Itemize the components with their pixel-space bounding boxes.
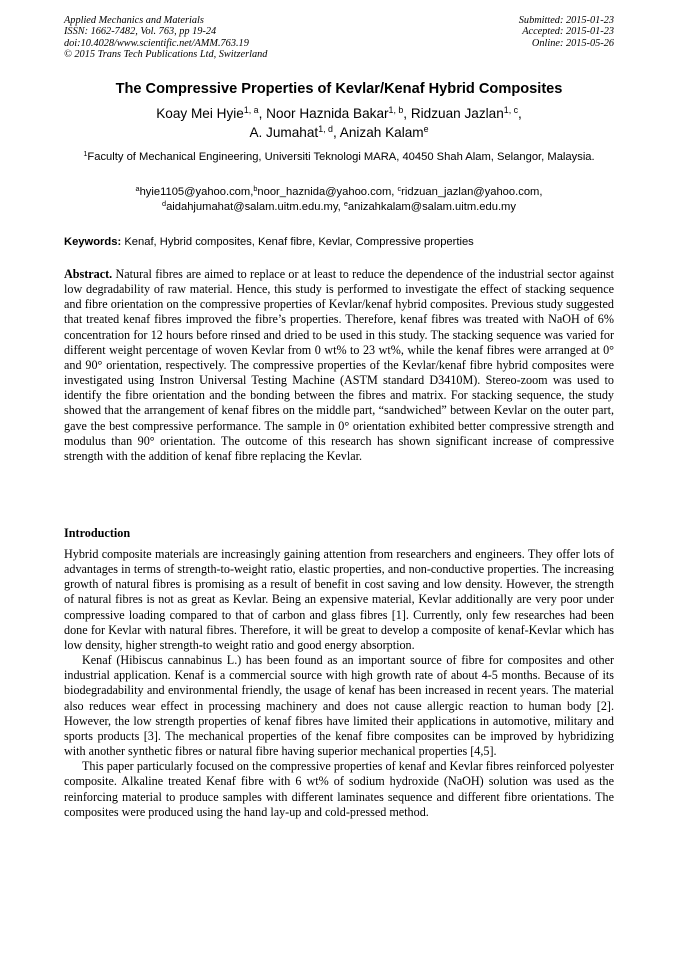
author-affil-mark: 1, b — [388, 105, 404, 116]
paper-title: The Compressive Properties of Kevlar/Kenaf Hybrid Composites — [115, 81, 563, 97]
email-mark: c — [397, 184, 402, 193]
affiliation-text: Faculty of Mechanical Engineering, Universiti Teknologi MARA, 40450 Shah Alam, Selangor, Malaysia. — [87, 151, 595, 163]
email-mark: a — [135, 184, 140, 193]
journal-copyright: © 2015 Trans Tech Publications Ltd, Switzerland — [64, 49, 268, 61]
author-name: Ridzuan Jazlan — [410, 106, 504, 121]
keywords-text: Kenaf, Hybrid composites, Kenaf fibre, Kevlar, Compressive properties — [124, 236, 474, 248]
email-address: anizahkalam@salam.uitm.edu.my — [347, 200, 516, 213]
keywords-line — [64, 235, 624, 249]
email-mark: e — [343, 198, 348, 208]
affiliation-mark: 1 — [83, 149, 88, 158]
affiliation — [60, 150, 618, 165]
journal-header — [64, 15, 267, 61]
email-address: aidahjumahat@salam.uitm.edu.my — [166, 200, 338, 213]
journal-name: Applied Mechanics and Materials — [64, 15, 204, 26]
submission-dates — [519, 15, 614, 49]
introduction-body — [64, 547, 614, 820]
journal-issn: ISSN: 1662-7482, Vol. 763, pp 19-24 — [64, 26, 217, 38]
email-mark: d — [162, 198, 167, 208]
author-affil-mark: e — [423, 124, 429, 135]
author-affil-mark: 1, a — [243, 105, 259, 116]
email-mark: b — [253, 184, 258, 193]
submitted-date: Submitted: 2015-01-23 — [518, 15, 614, 26]
author-name: Anizah Kalam — [339, 125, 424, 140]
journal-doi: doi:10.4028/www.scientific.net/AMM.763.19 — [64, 37, 249, 49]
author-list: Koay Mei Hyie$^{1, a}$, Noor Haznida Bakar$^{1, b}$, Ridzuan Jazlan$^{1, c}$, A. Jumahat$^{1, d}$, Anizah Kalam$^e$ — [156, 105, 522, 140]
online-date: Online: 2015-05-26 — [531, 37, 614, 49]
author-name: Noor Haznida Bakar — [266, 106, 389, 121]
author-name: Koay Mei Hyie — [156, 106, 244, 121]
abstract — [64, 267, 614, 464]
abstract-label: Abstract. — [64, 267, 113, 281]
abstract-text: Natural fibres are aimed to replace or at least to reduce the dependence of the industrial sector against low degradability of raw material. Hence, this study is performed to investigate the effect of stacking sequence and fibre orientation on the compressive properties of Kevlar/kenaf hybrid composites. Previous study suggested that treated kenaf fibres improved the fibre’s properties. Therefore, kenaf fibres was treated with NaOH of 6% concentration for 12 hours before rinsed and dried to be used in this study. The stacking sequence was varied for different weight percentage of woven Kevlar from 0 wt% to 23 wt%, while the kenaf fibres were arranged at 0° and 90° orientation, respectively. The compressive properties of the Kevlar/kenaf fibre hybrid composites were investigated using Instron Universal Testing Machine (ASTM standard D3410M). Stereo-zoom was used to identify the fibre orientation and the bonding between the fibres and matrix. For stacking sequence, the study showed that the arrangement of kenaf fibres on the middle part, “sandwiched” between Kevlar on the outer part, gave the best compressive performance. The sample in 0° orientation exhibited better compressive strength and modulus than 90° orientation. The outcome of this research has shown significant increase of compressive strength with the addition of kenaf fibre replacing the Kevlar. — [64, 267, 614, 463]
author-name: A. Jumahat — [249, 125, 319, 140]
author-emails: $^a$hyie1105@yahoo.com,$^b$noor_haznida@yahoo.com, $^c$ridzuan_jazlan@yahoo.com, $^d$aidahjumahat@salam.uitm.edu.my, $^e$anizahkalam@salam.uitm.edu.my — [135, 184, 543, 213]
email-address: noor_haznida@yahoo.com — [257, 186, 392, 198]
section-heading-introduction: Introduction — [64, 526, 131, 540]
email-address: ridzuan_jazlan@yahoo.com — [401, 186, 540, 198]
intro-paragraph-2: Kenaf (Hibiscus cannabinus L.) has been found as an important source of fibre for composites and other industrial application. Kenaf is a commercial source with high growth rate of about 4-5 months. Because of its biodegradability and environmental friendly, the usage of kenaf has been increased in recent years. The material also reduces wear effect in processing machinery and does not cause allergic reaction to human body [2]. However, the low strength properties of kenaf fibres have limited their applications in automotive, military and sports products [3]. The mechanical properties of the kenaf fibre composites can be improved by hybridizing with another synthetic fibres or natural fibre having superior mechanical properties [4,5]. — [64, 653, 614, 759]
intro-paragraph-1: Hybrid composite materials are increasingly gaining attention from researchers and engineers. They offer lots of advantages in terms of strength-to-weight ratio, elastic properties, and non-conductive properties. The increasing growth of natural fibres is promising as a result of benefit in cost saving and low density. However, the strength of natural fibres is not as great as Kevlar. Being an expensive material, Kevlar additionally are very poor under compressive loading compared to that of carbon and glass fibres [1]. Currently, only few researches had been done for Kevlar with natural fibres. Therefore, it will be great to develop a composite of kenaf-Kevlar which has low density, higher strength-to weight ratio and good energy absorption. — [64, 547, 614, 652]
author-affil-mark: 1, c — [503, 105, 519, 116]
keywords-label: Keywords: — [64, 236, 122, 248]
intro-paragraph-3: This paper particularly focused on the compressive properties of kenaf and Kevlar fibres reinforced polyester composite. Alkaline treated Kenaf fibre with 6 wt% of sodium hydroxide (NaOH) solution was used as the reinforcing material to produce samples with different laminates sequence and different fibre orientations. The composites were produced using the hand lay-up and cold-pressed method. — [64, 759, 614, 819]
email-address: hyie1105@yahoo.com — [139, 186, 251, 198]
author-affil-mark: 1, d — [318, 124, 333, 135]
accepted-date: Accepted: 2015-01-23 — [522, 26, 614, 38]
